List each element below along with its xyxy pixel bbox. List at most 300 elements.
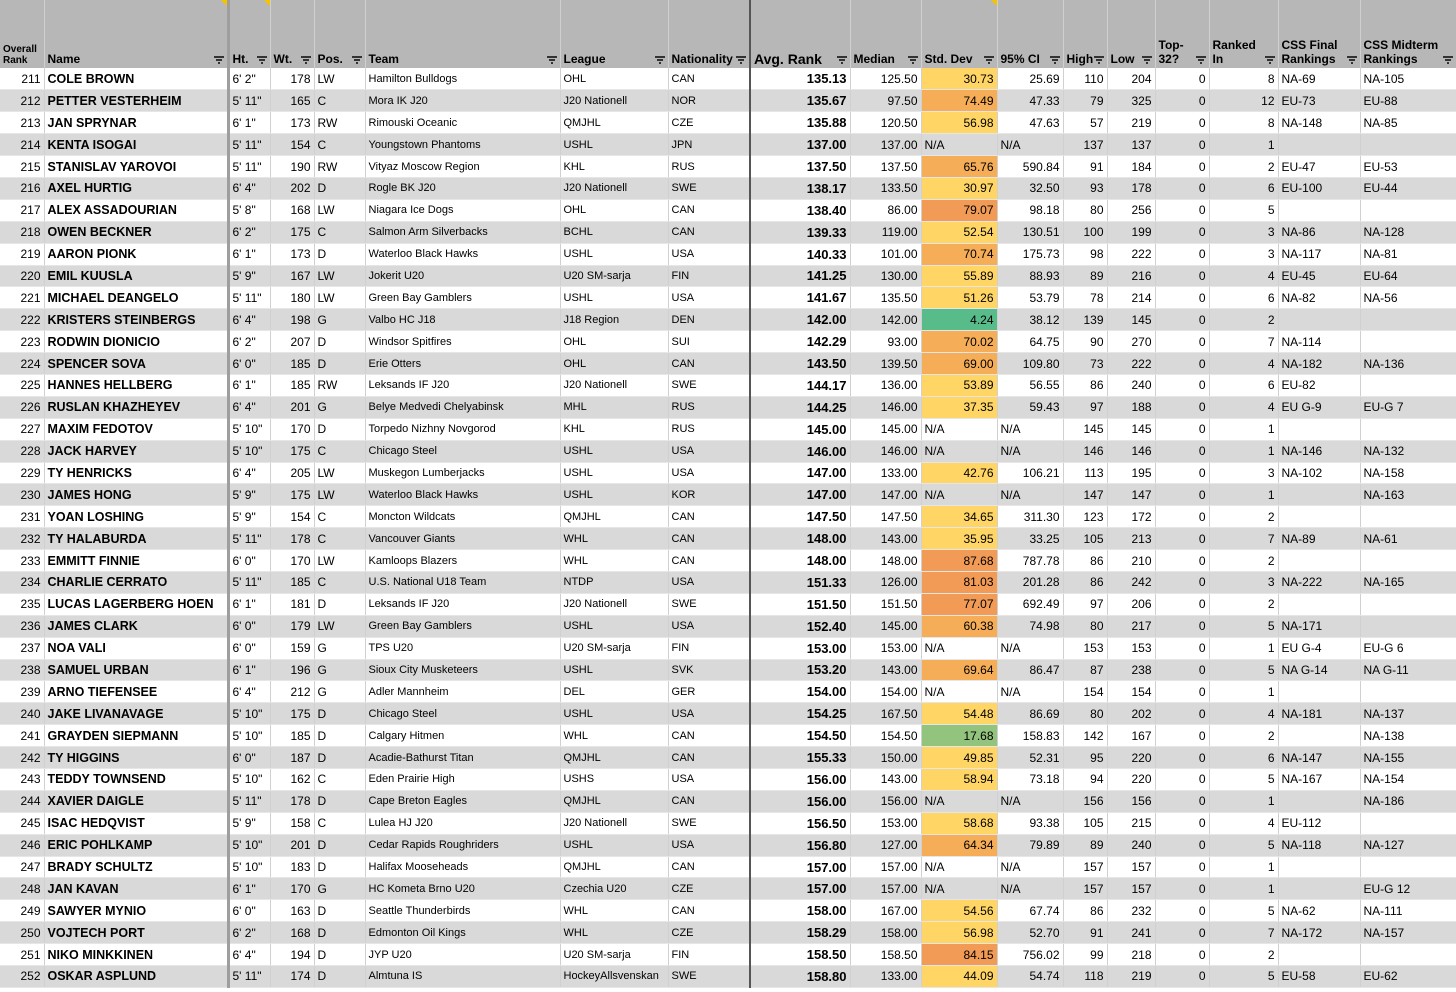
cell-wt[interactable]: 190 bbox=[270, 156, 314, 178]
cell-top32[interactable]: 0 bbox=[1155, 287, 1209, 309]
cell-cssf[interactable]: NA G-14 bbox=[1278, 659, 1360, 681]
cell-ht[interactable]: 6' 1" bbox=[228, 374, 270, 396]
cell-ranked[interactable]: 1 bbox=[1209, 790, 1278, 812]
cell-pos[interactable]: LW bbox=[314, 462, 365, 484]
cell-name[interactable]: HANNES HELLBERG bbox=[44, 374, 228, 396]
cell-avg[interactable]: 143.50 bbox=[750, 353, 850, 375]
cell-pos[interactable]: G bbox=[314, 878, 365, 900]
cell-cssm[interactable]: EU-88 bbox=[1360, 90, 1456, 112]
cell-high[interactable]: 147 bbox=[1063, 484, 1107, 506]
cell-nat[interactable]: FIN bbox=[668, 637, 750, 659]
cell-top32[interactable]: 0 bbox=[1155, 418, 1209, 440]
cell-ci[interactable]: 88.93 bbox=[997, 265, 1063, 287]
cell-median[interactable]: 154.00 bbox=[850, 681, 921, 703]
cell-ci[interactable]: 53.79 bbox=[997, 287, 1063, 309]
cell-ht[interactable]: 5' 9" bbox=[228, 265, 270, 287]
cell-wt[interactable]: 185 bbox=[270, 571, 314, 593]
cell-low[interactable]: 220 bbox=[1107, 769, 1155, 791]
cell-sd[interactable]: 54.48 bbox=[921, 703, 997, 725]
cell-ht[interactable]: 6' 0" bbox=[228, 615, 270, 637]
cell-wt[interactable]: 163 bbox=[270, 900, 314, 922]
cell-median[interactable]: 93.00 bbox=[850, 331, 921, 353]
cell-high[interactable]: 95 bbox=[1063, 747, 1107, 769]
cell-cssf[interactable]: NA-69 bbox=[1278, 68, 1360, 90]
cell-ci[interactable]: 74.98 bbox=[997, 615, 1063, 637]
cell-rank[interactable]: 251 bbox=[0, 944, 44, 966]
cell-ht[interactable]: 5' 10" bbox=[228, 725, 270, 747]
cell-ranked[interactable]: 4 bbox=[1209, 353, 1278, 375]
cell-low[interactable]: 242 bbox=[1107, 571, 1155, 593]
table-row[interactable] bbox=[0, 528, 1456, 550]
column-header-rank[interactable] bbox=[0, 0, 44, 68]
cell-team[interactable]: JYP U20 bbox=[365, 944, 560, 966]
cell-low[interactable]: 206 bbox=[1107, 593, 1155, 615]
cell-avg[interactable]: 151.33 bbox=[750, 571, 850, 593]
cell-ranked[interactable]: 7 bbox=[1209, 528, 1278, 550]
cell-avg[interactable]: 135.13 bbox=[750, 68, 850, 90]
cell-high[interactable]: 79 bbox=[1063, 90, 1107, 112]
cell-rank[interactable]: 221 bbox=[0, 287, 44, 309]
cell-cssf[interactable]: EU-58 bbox=[1278, 966, 1360, 988]
cell-low[interactable]: 256 bbox=[1107, 199, 1155, 221]
cell-rank[interactable]: 242 bbox=[0, 747, 44, 769]
cell-top32[interactable]: 0 bbox=[1155, 966, 1209, 988]
cell-sd[interactable]: 70.74 bbox=[921, 243, 997, 265]
cell-high[interactable]: 139 bbox=[1063, 309, 1107, 331]
cell-low[interactable]: 215 bbox=[1107, 812, 1155, 834]
cell-pos[interactable]: C bbox=[314, 134, 365, 156]
cell-median[interactable]: 125.50 bbox=[850, 68, 921, 90]
cell-high[interactable]: 100 bbox=[1063, 221, 1107, 243]
cell-top32[interactable]: 0 bbox=[1155, 769, 1209, 791]
cell-cssm[interactable]: NA-157 bbox=[1360, 922, 1456, 944]
cell-team[interactable]: Rimouski Oceanic bbox=[365, 112, 560, 134]
cell-ht[interactable]: 6' 0" bbox=[228, 550, 270, 572]
cell-ht[interactable]: 5' 10" bbox=[228, 834, 270, 856]
cell-sd[interactable]: 79.07 bbox=[921, 199, 997, 221]
cell-nat[interactable]: CAN bbox=[668, 199, 750, 221]
filter-icon[interactable] bbox=[984, 56, 994, 63]
cell-pos[interactable]: D bbox=[314, 856, 365, 878]
cell-name[interactable]: KRISTERS STEINBERGS bbox=[44, 309, 228, 331]
cell-wt[interactable]: 179 bbox=[270, 615, 314, 637]
cell-ranked[interactable]: 2 bbox=[1209, 550, 1278, 572]
cell-ht[interactable]: 6' 1" bbox=[228, 112, 270, 134]
cell-name[interactable]: YOAN LOSHING bbox=[44, 506, 228, 528]
cell-low[interactable]: 222 bbox=[1107, 243, 1155, 265]
cell-rank[interactable]: 247 bbox=[0, 856, 44, 878]
cell-nat[interactable]: DEN bbox=[668, 309, 750, 331]
cell-name[interactable]: SPENCER SOVA bbox=[44, 353, 228, 375]
column-header-ci[interactable] bbox=[997, 0, 1063, 68]
cell-pos[interactable]: D bbox=[314, 418, 365, 440]
cell-ht[interactable]: 6' 0" bbox=[228, 637, 270, 659]
cell-league[interactable]: J20 Nationell bbox=[560, 90, 668, 112]
cell-cssf[interactable] bbox=[1278, 856, 1360, 878]
cell-low[interactable]: 199 bbox=[1107, 221, 1155, 243]
cell-rank[interactable]: 226 bbox=[0, 396, 44, 418]
cell-ci[interactable]: 59.43 bbox=[997, 396, 1063, 418]
cell-wt[interactable]: 174 bbox=[270, 966, 314, 988]
cell-team[interactable]: Torpedo Nizhny Novgorod bbox=[365, 418, 560, 440]
cell-ci[interactable]: N/A bbox=[997, 878, 1063, 900]
cell-top32[interactable]: 0 bbox=[1155, 747, 1209, 769]
cell-cssm[interactable]: NA-186 bbox=[1360, 790, 1456, 812]
cell-top32[interactable]: 0 bbox=[1155, 134, 1209, 156]
cell-wt[interactable]: 198 bbox=[270, 309, 314, 331]
cell-team[interactable]: Halifax Mooseheads bbox=[365, 856, 560, 878]
cell-nat[interactable]: GER bbox=[668, 681, 750, 703]
cell-team[interactable]: Seattle Thunderbirds bbox=[365, 900, 560, 922]
cell-ranked[interactable]: 1 bbox=[1209, 440, 1278, 462]
cell-nat[interactable]: CAN bbox=[668, 506, 750, 528]
cell-cssm[interactable]: NA-158 bbox=[1360, 462, 1456, 484]
cell-pos[interactable]: RW bbox=[314, 112, 365, 134]
cell-league[interactable]: WHL bbox=[560, 922, 668, 944]
cell-cssf[interactable] bbox=[1278, 309, 1360, 331]
cell-median[interactable]: 167.50 bbox=[850, 703, 921, 725]
column-header-high[interactable] bbox=[1063, 0, 1107, 68]
cell-name[interactable]: ERIC POHLKAMP bbox=[44, 834, 228, 856]
cell-ht[interactable]: 6' 1" bbox=[228, 878, 270, 900]
cell-team[interactable]: Chicago Steel bbox=[365, 703, 560, 725]
cell-league[interactable]: USHL bbox=[560, 659, 668, 681]
cell-sd[interactable]: N/A bbox=[921, 440, 997, 462]
cell-team[interactable]: Waterloo Black Hawks bbox=[365, 484, 560, 506]
cell-nat[interactable]: JPN bbox=[668, 134, 750, 156]
cell-cssm[interactable] bbox=[1360, 309, 1456, 331]
cell-cssm[interactable]: EU-44 bbox=[1360, 177, 1456, 199]
cell-ci[interactable]: 79.89 bbox=[997, 834, 1063, 856]
cell-cssf[interactable]: NA-117 bbox=[1278, 243, 1360, 265]
cell-pos[interactable]: G bbox=[314, 396, 365, 418]
cell-sd[interactable]: 56.98 bbox=[921, 112, 997, 134]
cell-sd[interactable]: 74.49 bbox=[921, 90, 997, 112]
cell-median[interactable]: 142.00 bbox=[850, 309, 921, 331]
cell-ht[interactable]: 5' 11" bbox=[228, 790, 270, 812]
cell-rank[interactable]: 243 bbox=[0, 769, 44, 791]
cell-sd[interactable]: 54.56 bbox=[921, 900, 997, 922]
cell-team[interactable]: Chicago Steel bbox=[365, 440, 560, 462]
cell-low[interactable]: 157 bbox=[1107, 856, 1155, 878]
cell-team[interactable]: TPS U20 bbox=[365, 637, 560, 659]
cell-top32[interactable]: 0 bbox=[1155, 944, 1209, 966]
cell-cssm[interactable]: NA-165 bbox=[1360, 571, 1456, 593]
cell-avg[interactable]: 141.25 bbox=[750, 265, 850, 287]
cell-avg[interactable]: 147.00 bbox=[750, 462, 850, 484]
cell-top32[interactable]: 0 bbox=[1155, 243, 1209, 265]
cell-ci[interactable]: N/A bbox=[997, 418, 1063, 440]
cell-avg[interactable]: 158.50 bbox=[750, 944, 850, 966]
filter-icon[interactable] bbox=[352, 56, 362, 63]
cell-team[interactable]: Mora IK J20 bbox=[365, 90, 560, 112]
cell-league[interactable]: NTDP bbox=[560, 571, 668, 593]
cell-avg[interactable]: 153.20 bbox=[750, 659, 850, 681]
cell-nat[interactable]: CAN bbox=[668, 353, 750, 375]
cell-name[interactable]: MAXIM FEDOTOV bbox=[44, 418, 228, 440]
cell-cssf[interactable]: EU-73 bbox=[1278, 90, 1360, 112]
cell-cssf[interactable] bbox=[1278, 134, 1360, 156]
cell-cssm[interactable]: NA-136 bbox=[1360, 353, 1456, 375]
cell-median[interactable]: 133.00 bbox=[850, 966, 921, 988]
cell-cssm[interactable] bbox=[1360, 506, 1456, 528]
table-row[interactable] bbox=[0, 593, 1456, 615]
cell-median[interactable]: 135.50 bbox=[850, 287, 921, 309]
cell-team[interactable]: Cape Breton Eagles bbox=[365, 790, 560, 812]
cell-ci[interactable]: 47.33 bbox=[997, 90, 1063, 112]
cell-team[interactable]: Eden Prairie High bbox=[365, 769, 560, 791]
cell-ranked[interactable]: 2 bbox=[1209, 506, 1278, 528]
cell-sd[interactable]: 60.38 bbox=[921, 615, 997, 637]
table-row[interactable] bbox=[0, 659, 1456, 681]
cell-high[interactable]: 156 bbox=[1063, 790, 1107, 812]
cell-sd[interactable]: 51.26 bbox=[921, 287, 997, 309]
cell-median[interactable]: 139.50 bbox=[850, 353, 921, 375]
cell-wt[interactable]: 168 bbox=[270, 199, 314, 221]
cell-nat[interactable]: USA bbox=[668, 287, 750, 309]
cell-ht[interactable]: 6' 1" bbox=[228, 593, 270, 615]
cell-avg[interactable]: 154.25 bbox=[750, 703, 850, 725]
cell-ranked[interactable]: 4 bbox=[1209, 812, 1278, 834]
cell-wt[interactable]: 201 bbox=[270, 834, 314, 856]
cell-name[interactable]: RUSLAN KHAZHEYEV bbox=[44, 396, 228, 418]
cell-cssf[interactable]: NA-146 bbox=[1278, 440, 1360, 462]
cell-pos[interactable]: D bbox=[314, 966, 365, 988]
cell-ci[interactable]: 73.18 bbox=[997, 769, 1063, 791]
cell-league[interactable]: USHL bbox=[560, 703, 668, 725]
cell-wt[interactable]: 175 bbox=[270, 221, 314, 243]
cell-top32[interactable]: 0 bbox=[1155, 878, 1209, 900]
cell-wt[interactable]: 175 bbox=[270, 484, 314, 506]
cell-league[interactable]: BCHL bbox=[560, 221, 668, 243]
cell-pos[interactable]: G bbox=[314, 681, 365, 703]
filter-icon[interactable] bbox=[547, 56, 557, 63]
cell-nat[interactable]: SWE bbox=[668, 177, 750, 199]
cell-nat[interactable]: CAN bbox=[668, 790, 750, 812]
cell-rank[interactable]: 246 bbox=[0, 834, 44, 856]
cell-ranked[interactable]: 1 bbox=[1209, 681, 1278, 703]
cell-ht[interactable]: 6' 2" bbox=[228, 68, 270, 90]
cell-team[interactable]: Erie Otters bbox=[365, 353, 560, 375]
cell-avg[interactable]: 154.50 bbox=[750, 725, 850, 747]
cell-ranked[interactable]: 12 bbox=[1209, 90, 1278, 112]
cell-top32[interactable]: 0 bbox=[1155, 199, 1209, 221]
cell-median[interactable]: 137.00 bbox=[850, 134, 921, 156]
cell-cssf[interactable] bbox=[1278, 878, 1360, 900]
cell-ci[interactable]: 590.84 bbox=[997, 156, 1063, 178]
cell-rank[interactable]: 252 bbox=[0, 966, 44, 988]
cell-league[interactable]: USHL bbox=[560, 484, 668, 506]
cell-cssm[interactable]: NA-85 bbox=[1360, 112, 1456, 134]
cell-nat[interactable]: RUS bbox=[668, 156, 750, 178]
cell-league[interactable]: U20 SM-sarja bbox=[560, 944, 668, 966]
cell-team[interactable]: Windsor Spitfires bbox=[365, 331, 560, 353]
cell-top32[interactable]: 0 bbox=[1155, 922, 1209, 944]
cell-sd[interactable]: N/A bbox=[921, 856, 997, 878]
cell-ci[interactable]: 201.28 bbox=[997, 571, 1063, 593]
table-row[interactable] bbox=[0, 265, 1456, 287]
cell-pos[interactable]: C bbox=[314, 528, 365, 550]
cell-rank[interactable]: 219 bbox=[0, 243, 44, 265]
cell-high[interactable]: 157 bbox=[1063, 856, 1107, 878]
cell-cssm[interactable]: NA-111 bbox=[1360, 900, 1456, 922]
cell-rank[interactable]: 211 bbox=[0, 68, 44, 90]
cell-cssf[interactable]: NA-148 bbox=[1278, 112, 1360, 134]
cell-wt[interactable]: 202 bbox=[270, 177, 314, 199]
cell-league[interactable]: USHL bbox=[560, 243, 668, 265]
cell-cssf[interactable]: EU-112 bbox=[1278, 812, 1360, 834]
cell-team[interactable]: Youngstown Phantoms bbox=[365, 134, 560, 156]
cell-ranked[interactable]: 1 bbox=[1209, 134, 1278, 156]
cell-ranked[interactable]: 1 bbox=[1209, 484, 1278, 506]
cell-pos[interactable]: RW bbox=[314, 156, 365, 178]
cell-ht[interactable]: 6' 2" bbox=[228, 331, 270, 353]
cell-high[interactable]: 86 bbox=[1063, 550, 1107, 572]
cell-team[interactable]: Calgary Hitmen bbox=[365, 725, 560, 747]
cell-sd[interactable]: 58.68 bbox=[921, 812, 997, 834]
cell-name[interactable]: AXEL HURTIG bbox=[44, 177, 228, 199]
cell-ci[interactable]: N/A bbox=[997, 637, 1063, 659]
cell-pos[interactable]: G bbox=[314, 309, 365, 331]
cell-high[interactable]: 86 bbox=[1063, 374, 1107, 396]
cell-low[interactable]: 241 bbox=[1107, 922, 1155, 944]
cell-cssm[interactable]: NA-154 bbox=[1360, 769, 1456, 791]
cell-sd[interactable]: 77.07 bbox=[921, 593, 997, 615]
table-row[interactable] bbox=[0, 396, 1456, 418]
cell-wt[interactable]: 154 bbox=[270, 134, 314, 156]
cell-team[interactable]: Vancouver Giants bbox=[365, 528, 560, 550]
cell-avg[interactable]: 148.00 bbox=[750, 550, 850, 572]
cell-ranked[interactable]: 2 bbox=[1209, 156, 1278, 178]
cell-high[interactable]: 118 bbox=[1063, 966, 1107, 988]
cell-ranked[interactable]: 5 bbox=[1209, 615, 1278, 637]
cell-cssf[interactable]: EU-82 bbox=[1278, 374, 1360, 396]
cell-top32[interactable]: 0 bbox=[1155, 462, 1209, 484]
cell-rank[interactable]: 234 bbox=[0, 571, 44, 593]
cell-name[interactable]: ALEX ASSADOURIAN bbox=[44, 199, 228, 221]
column-header-low[interactable] bbox=[1107, 0, 1155, 68]
cell-league[interactable]: WHL bbox=[560, 528, 668, 550]
cell-top32[interactable]: 0 bbox=[1155, 571, 1209, 593]
cell-wt[interactable]: 185 bbox=[270, 353, 314, 375]
cell-pos[interactable]: G bbox=[314, 637, 365, 659]
cell-pos[interactable]: G bbox=[314, 659, 365, 681]
table-row[interactable] bbox=[0, 856, 1456, 878]
cell-ht[interactable]: 5' 10" bbox=[228, 703, 270, 725]
table-row[interactable] bbox=[0, 309, 1456, 331]
cell-top32[interactable]: 0 bbox=[1155, 593, 1209, 615]
cell-name[interactable]: ARNO TIEFENSEE bbox=[44, 681, 228, 703]
cell-cssm[interactable] bbox=[1360, 199, 1456, 221]
cell-high[interactable]: 57 bbox=[1063, 112, 1107, 134]
cell-low[interactable]: 167 bbox=[1107, 725, 1155, 747]
cell-avg[interactable]: 140.33 bbox=[750, 243, 850, 265]
cell-cssm[interactable] bbox=[1360, 374, 1456, 396]
cell-league[interactable]: U20 SM-sarja bbox=[560, 265, 668, 287]
cell-team[interactable]: Niagara Ice Dogs bbox=[365, 199, 560, 221]
cell-sd[interactable]: 52.54 bbox=[921, 221, 997, 243]
cell-ci[interactable]: 54.74 bbox=[997, 966, 1063, 988]
cell-league[interactable]: WHL bbox=[560, 900, 668, 922]
cell-nat[interactable]: CAN bbox=[668, 550, 750, 572]
cell-cssf[interactable]: NA-89 bbox=[1278, 528, 1360, 550]
cell-cssf[interactable]: NA-102 bbox=[1278, 462, 1360, 484]
cell-median[interactable]: 158.00 bbox=[850, 922, 921, 944]
cell-team[interactable]: Rogle BK J20 bbox=[365, 177, 560, 199]
cell-ci[interactable]: 52.31 bbox=[997, 747, 1063, 769]
cell-cssm[interactable]: EU-G 12 bbox=[1360, 878, 1456, 900]
cell-avg[interactable]: 152.40 bbox=[750, 615, 850, 637]
cell-high[interactable]: 80 bbox=[1063, 199, 1107, 221]
table-row[interactable] bbox=[0, 440, 1456, 462]
cell-ci[interactable]: 67.74 bbox=[997, 900, 1063, 922]
cell-pos[interactable]: C bbox=[314, 506, 365, 528]
cell-name[interactable]: LUCAS LAGERBERG HOEN bbox=[44, 593, 228, 615]
cell-avg[interactable]: 141.67 bbox=[750, 287, 850, 309]
cell-sd[interactable]: N/A bbox=[921, 637, 997, 659]
cell-pos[interactable]: D bbox=[314, 834, 365, 856]
cell-sd[interactable]: 42.76 bbox=[921, 462, 997, 484]
cell-avg[interactable]: 137.00 bbox=[750, 134, 850, 156]
column-header-ranked[interactable] bbox=[1209, 0, 1278, 68]
cell-median[interactable]: 148.00 bbox=[850, 550, 921, 572]
cell-nat[interactable]: CAN bbox=[668, 900, 750, 922]
cell-rank[interactable]: 222 bbox=[0, 309, 44, 331]
cell-pos[interactable]: RW bbox=[314, 374, 365, 396]
cell-high[interactable]: 153 bbox=[1063, 637, 1107, 659]
cell-team[interactable]: Valbo HC J18 bbox=[365, 309, 560, 331]
cell-low[interactable]: 217 bbox=[1107, 615, 1155, 637]
cell-cssf[interactable]: EU-47 bbox=[1278, 156, 1360, 178]
cell-rank[interactable]: 212 bbox=[0, 90, 44, 112]
cell-median[interactable]: 145.00 bbox=[850, 418, 921, 440]
cell-league[interactable]: MHL bbox=[560, 396, 668, 418]
cell-low[interactable]: 145 bbox=[1107, 418, 1155, 440]
column-header-top32[interactable] bbox=[1155, 0, 1209, 68]
cell-avg[interactable]: 135.67 bbox=[750, 90, 850, 112]
cell-name[interactable]: EMMITT FINNIE bbox=[44, 550, 228, 572]
table-row[interactable] bbox=[0, 177, 1456, 199]
cell-ci[interactable]: 32.50 bbox=[997, 177, 1063, 199]
cell-nat[interactable]: CZE bbox=[668, 922, 750, 944]
cell-rank[interactable]: 248 bbox=[0, 878, 44, 900]
cell-rank[interactable]: 225 bbox=[0, 374, 44, 396]
cell-wt[interactable]: 159 bbox=[270, 637, 314, 659]
cell-league[interactable]: USHL bbox=[560, 134, 668, 156]
table-row[interactable] bbox=[0, 878, 1456, 900]
cell-avg[interactable]: 154.00 bbox=[750, 681, 850, 703]
cell-ci[interactable]: 93.38 bbox=[997, 812, 1063, 834]
cell-cssm[interactable] bbox=[1360, 418, 1456, 440]
cell-rank[interactable]: 238 bbox=[0, 659, 44, 681]
cell-name[interactable]: JAMES HONG bbox=[44, 484, 228, 506]
cell-low[interactable]: 222 bbox=[1107, 353, 1155, 375]
cell-wt[interactable]: 158 bbox=[270, 812, 314, 834]
cell-ci[interactable]: 756.02 bbox=[997, 944, 1063, 966]
cell-high[interactable]: 86 bbox=[1063, 900, 1107, 922]
cell-wt[interactable]: 207 bbox=[270, 331, 314, 353]
cell-cssm[interactable]: EU-62 bbox=[1360, 966, 1456, 988]
table-row[interactable] bbox=[0, 353, 1456, 375]
cell-top32[interactable]: 0 bbox=[1155, 528, 1209, 550]
cell-wt[interactable]: 205 bbox=[270, 462, 314, 484]
cell-top32[interactable]: 0 bbox=[1155, 637, 1209, 659]
cell-avg[interactable]: 139.33 bbox=[750, 221, 850, 243]
cell-rank[interactable]: 220 bbox=[0, 265, 44, 287]
cell-rank[interactable]: 213 bbox=[0, 112, 44, 134]
cell-median[interactable]: 143.00 bbox=[850, 528, 921, 550]
cell-ht[interactable]: 6' 0" bbox=[228, 747, 270, 769]
